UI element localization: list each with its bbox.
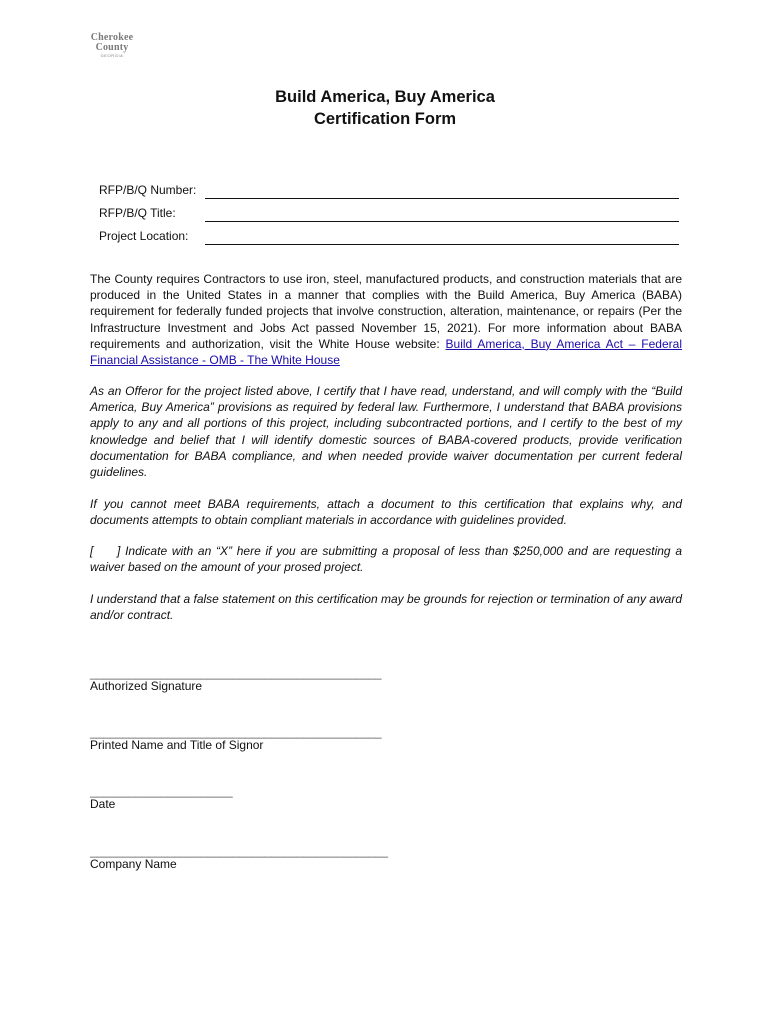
date-line[interactable]: ______________________ bbox=[90, 784, 233, 798]
form-title: Build America, Buy America bbox=[275, 88, 495, 106]
printed-name-line[interactable]: _____________________________________________ bbox=[90, 725, 382, 739]
project-location-field[interactable] bbox=[205, 244, 679, 245]
white-house-link[interactable]: Build America, Buy America Act – Federal Financial Assistance - OMB - The White House bbox=[90, 336, 682, 368]
waiver-checkbox-paragraph: [ ] Indicate with an “X” here if you are submitting a proposal of less than $250,000 and are requesting a waiver based on the amount of your prosed project. bbox=[90, 544, 686, 575]
requirements-paragraph bbox=[90, 271, 682, 368]
rfp-title-field[interactable] bbox=[205, 221, 679, 222]
form-subtitle: Certification Form bbox=[313, 110, 457, 128]
date-label: Date bbox=[90, 797, 116, 811]
printed-name-label: Printed Name and Title of Signor bbox=[90, 738, 264, 752]
authorized-signature-line[interactable]: _____________________________________________ bbox=[90, 666, 382, 680]
authorized-signature-label: Authorized Signature bbox=[90, 679, 203, 693]
false-statement-paragraph: I understand that a false statement on this certification may be grounds for rejection or termination of any award and/or contract. bbox=[90, 592, 682, 623]
rfp-title-label: RFP/B/Q Title: bbox=[99, 206, 176, 220]
rfp-number-field[interactable] bbox=[205, 198, 679, 199]
company-name-line[interactable]: ______________________________________________ bbox=[90, 844, 388, 858]
project-location-label: Project Location: bbox=[99, 229, 189, 243]
requirements-text: The County requires Contractors to use iron, steel, manufactured products, and construction materials that are produced in the United States in a manner that complies with the Build America, Buy America (BABA) requirement for federally funded projects that involve construction, alteration, maintenance, or repairs (Per the Infrastructure Investment and Jobs Act passed November 15, 2021). For more information about BABA requirements and authorization, visit the White House website: bbox=[90, 272, 682, 351]
company-name-label: Company Name bbox=[90, 857, 177, 871]
rfp-number-label: RFP/B/Q Number: bbox=[99, 183, 197, 197]
logo-line-3: GEORGIA bbox=[100, 53, 124, 58]
logo-line-1: Cherokee bbox=[90, 32, 134, 43]
certification-paragraph: As an Offeror for the project listed above, I certify that I have read, understand, and will comply with the “Build America, Buy America” provisions as required by federal law. Furthermore, I understand that BABA provisions apply to any and all portions of this project, including subcontracted portions, and I certify to the best of my knowledge and belief that I will identify domestic sources of BABA-covered products, provide verification documentation for BABA compliance, and when needed provide waiver documentation per current federal guidelines. bbox=[90, 384, 682, 480]
county-logo bbox=[84, 33, 140, 67]
logo-line-2: County bbox=[95, 42, 129, 53]
requirements-exception-paragraph: If you cannot meet BABA requirements, attach a document to this certification that explains why, and documents attempts to obtain compliant materials in accordance with guidelines provided. bbox=[90, 497, 682, 528]
